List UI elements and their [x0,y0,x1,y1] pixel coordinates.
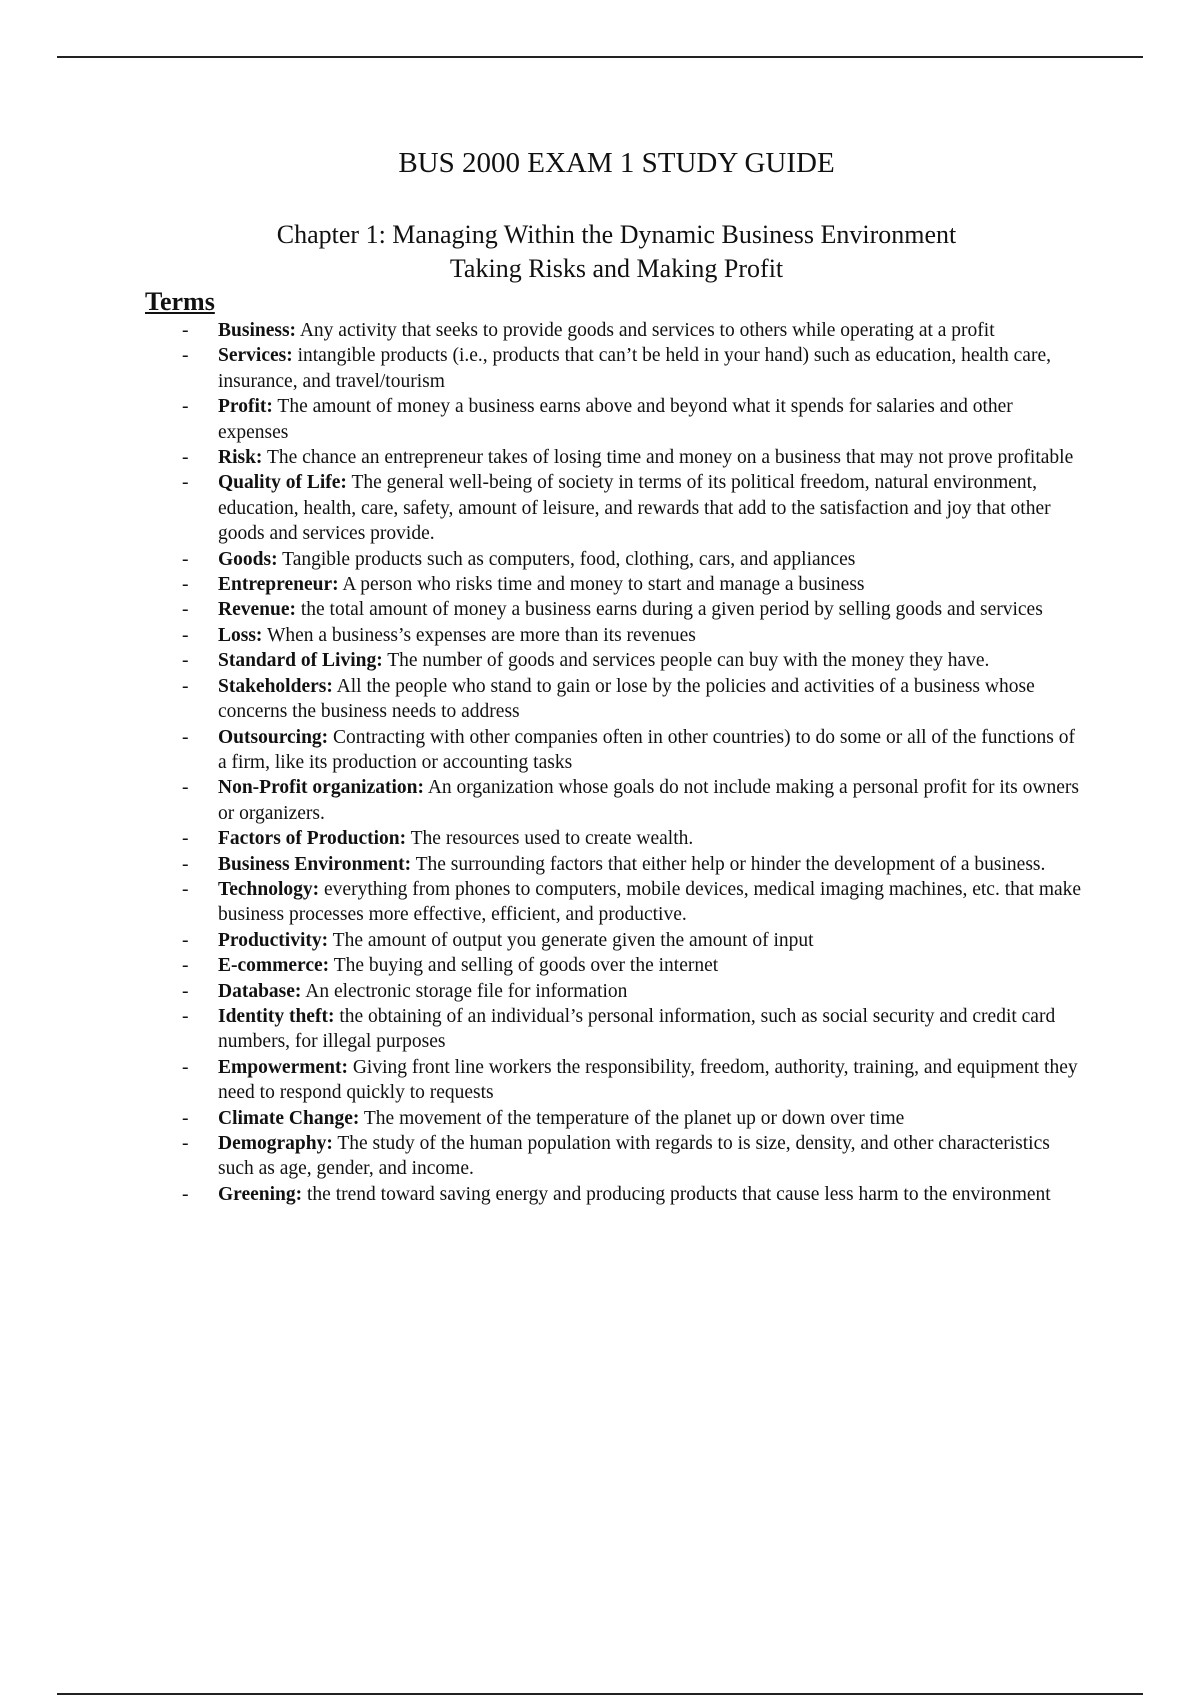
term-name: E-commerce: [218,955,330,977]
bullet-dash: - [182,1107,189,1129]
term-name: Climate Change: [218,1107,360,1129]
term-name: Demography: [218,1133,333,1154]
term-definition: An organization whose goals do not include making a personal profit for its owners or organizers. [218,777,1079,824]
document-title: BUS 2000 EXAM 1 STUDY GUIDE [398,147,835,179]
term-item [182,775,1088,826]
term-definition: The number of goods and services people can buy with the money they have. [387,650,990,672]
bullet-dash: - [182,1133,189,1154]
term-item [182,1004,1088,1055]
chapter-title-line-1: Chapter 1: Managing Within the Dynamic Business Environment [276,220,957,249]
term-item [182,445,1088,470]
term-name: Services: [218,345,293,367]
term-name: Factors of Production: [218,828,407,850]
term-name: Revenue: [218,599,296,621]
term-definition: Contracting with other companies often in other countries) to do some or all of the functions of a firm, like its production or accounting tasks [218,726,1075,773]
bullet-dash: - [182,675,189,697]
bullet-dash: - [182,980,189,1002]
term-definition: everything from phones to computers, mobile devices, medical imaging machines, etc. that make business processes more effective, efficient, and productive. [218,878,1082,926]
term-item [182,725,1088,776]
bullet-dash: - [182,599,189,621]
bullet-dash: - [182,1056,189,1078]
term-item [182,1182,1088,1207]
term-definition: intangible products (i.e., products that can’t be held in your hand) such as education, health care, insurance, and travel/tourism [218,345,1051,392]
term-item [182,648,1088,673]
term-definition: The general well-being of society in terms of its political freedom, natural environment, education, health, care, safety, amount of leisure, and rewards that add to the satisfaction and joy that other goods and services provide. [218,472,1051,545]
term-name: Standard of Living: [218,650,383,672]
term-name: Entrepreneur: [218,574,339,596]
term-name: Outsourcing: [218,726,329,748]
term-definition: The amount of money a business earns above and beyond what it spends for salaries and other expenses [218,396,1013,443]
term-definition: The movement of the temperature of the planet up or down over time [363,1107,905,1129]
term-item [182,318,1088,343]
term-name: Database: [218,980,302,1002]
term-name: Productivity: [218,929,329,951]
term-definition: The amount of output you generate given the amount of input [332,929,814,951]
term-definition: Giving front line workers the responsibility, freedom, authority, training, and equipment they need to respond quickly to requests [218,1056,1078,1104]
term-item [182,343,1088,394]
term-definition: The buying and selling of goods over the internet [333,955,719,977]
term-definition: The study of the human population with regards to is size, density, and other characteristics such as age, gender, and income. [218,1133,1050,1180]
bullet-dash: - [182,853,189,875]
term-definition: The resources used to create wealth. [410,828,694,850]
bullet-dash: - [182,828,189,850]
term-item [182,1106,1088,1131]
bullet-dash: - [182,777,189,799]
term-name: Profit: [218,396,273,418]
term-item [182,572,1088,597]
bullet-dash: - [182,1183,189,1205]
top-divider [57,56,1143,58]
term-definition: the total amount of money a business earns during a given period by selling goods and services [300,599,1043,621]
term-item [182,547,1088,572]
bullet-dash: - [182,320,189,341]
term-name: Non-Profit organization: [218,777,424,799]
bullet-dash: - [182,726,189,748]
term-name: Business Environment: [218,853,412,875]
term-item [182,674,1088,725]
bullet-dash: - [182,345,189,367]
chapter-title-line-2: Taking Risks and Making Profit [449,254,784,283]
chapter-title [0,218,1200,286]
bullet-dash: - [182,878,189,900]
term-item [182,877,1088,928]
bullet-dash: - [182,955,189,977]
term-name: Loss: [218,624,263,646]
term-name: Greening: [218,1183,303,1205]
term-item [182,470,1088,546]
bottom-divider [57,1693,1143,1695]
term-definition: Any activity that seeks to provide goods and services to others while operating at a profit [299,320,995,341]
term-definition: When a business’s expenses are more than its revenues [266,624,696,646]
bullet-dash: - [182,650,189,672]
term-item [182,1055,1088,1106]
term-name: Quality of Life: [218,472,347,494]
bullet-dash: - [182,472,189,494]
term-definition: A person who risks time and money to start and manage a business [342,574,865,596]
term-definition: Tangible products such as computers, food, clothing, cars, and appliances [282,548,856,570]
term-name: Technology: [218,878,320,900]
bullet-dash: - [182,574,189,596]
term-item [182,979,1088,1004]
term-item [182,852,1088,877]
terms-list [182,318,1088,1207]
term-definition: the trend toward saving energy and producing products that cause less harm to the environment [307,1183,1051,1205]
bullet-dash: - [182,396,189,418]
term-definition: An electronic storage file for information [305,980,628,1002]
term-name: Identity theft: [218,1005,335,1027]
term-definition: All the people who stand to gain or lose by the policies and activities of a business whose concerns the business needs to address [218,675,1035,723]
bullet-dash: - [182,1005,189,1027]
term-name: Goods: [218,548,278,570]
term-name: Business: [218,320,297,341]
bullet-dash: - [182,447,189,469]
bullet-dash: - [182,548,189,570]
terms-heading: Terms [145,287,215,316]
bullet-dash: - [182,624,189,646]
bullet-dash: - [182,929,189,951]
term-name: Risk: [218,447,263,469]
term-definition: the obtaining of an individual’s personal information, such as social security and credit card numbers, for illegal purposes [218,1005,1056,1053]
term-item [182,623,1088,648]
term-item [182,597,1088,622]
term-item [182,1131,1088,1182]
term-definition: The surrounding factors that either help or hinder the development of a business. [415,853,1046,875]
term-name: Stakeholders: [218,675,333,697]
term-item [182,826,1088,851]
term-definition: The chance an entrepreneur takes of losing time and money on a business that may not prove profitable [266,447,1074,469]
term-item [182,394,1088,445]
term-item [182,953,1088,978]
term-item [182,928,1088,953]
term-name: Empowerment: [218,1056,348,1078]
